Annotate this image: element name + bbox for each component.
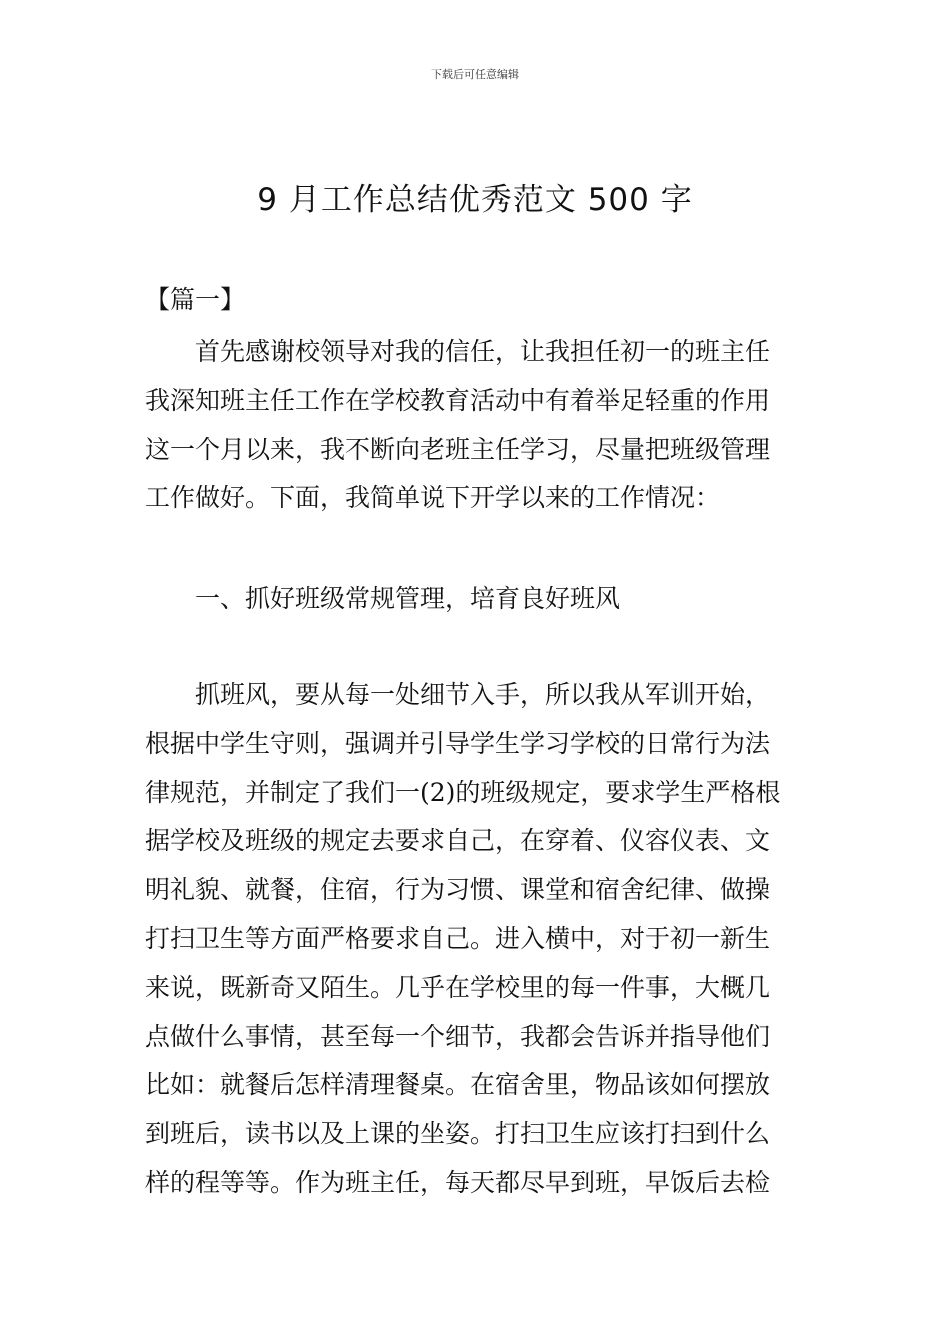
paragraph-line: 这一个月以来，我不断向老班主任学习，尽量把班级管理	[145, 434, 771, 464]
paragraph-line: 工作做好。下面，我简单说下开学以来的工作情况：	[145, 483, 721, 513]
paragraph-line: 样的程等等。作为班主任，每天都尽早到班，早饭后去检	[145, 1167, 771, 1197]
intro-paragraph	[145, 328, 807, 523]
paragraph-line: 律规范，并制定了我们一(2)的班级规定，要求学生严格根	[145, 777, 781, 807]
paragraph-line: 明礼貌、就餐，住宿，行为习惯、课堂和宿舍纪律、做操	[145, 875, 771, 905]
paragraph-line: 来说，既新奇又陌生。几乎在学校里的每一件事，大概几	[145, 972, 771, 1002]
paragraph-line: 打扫卫生等方面严格要求自己。进入横中，对于初一新生	[145, 923, 771, 953]
document-title: 9 月工作总结优秀范文 500 字	[257, 182, 693, 218]
paragraph-line: 据学校及班级的规定去要求自己，在穿着、仪容仪表、文	[145, 826, 771, 856]
header-note: 下载后可任意编辑	[431, 68, 519, 81]
paragraph-line: 比如：就餐后怎样清理餐桌。在宿舍里，物品该如何摆放	[145, 1070, 771, 1100]
paragraph-line: 到班后，读书以及上课的坐姿。打扫卫生应该打扫到什么	[145, 1119, 771, 1149]
paragraph-line: 首先感谢校领导对我的信任，让我担任初一的班主任	[195, 337, 771, 366]
paragraph-line: 点做什么事情，甚至每一个细节，我都会告诉并指导他们	[145, 1021, 771, 1051]
section-label: 【篇一】	[145, 285, 246, 314]
paragraph-line: 我深知班主任工作在学校教育活动中有着举足轻重的作用	[145, 385, 771, 415]
paragraph-line: 抓班风，要从每一处细节入手，所以我从军训开始，	[195, 680, 771, 709]
body-paragraph	[145, 671, 807, 1208]
section-heading	[145, 575, 807, 624]
section-heading-text: 一、抓好班级常规管理，培育良好班风	[195, 584, 621, 613]
paragraph-line: 根据中学生守则，强调并引导学生学习学校的日常行为法	[145, 728, 771, 758]
